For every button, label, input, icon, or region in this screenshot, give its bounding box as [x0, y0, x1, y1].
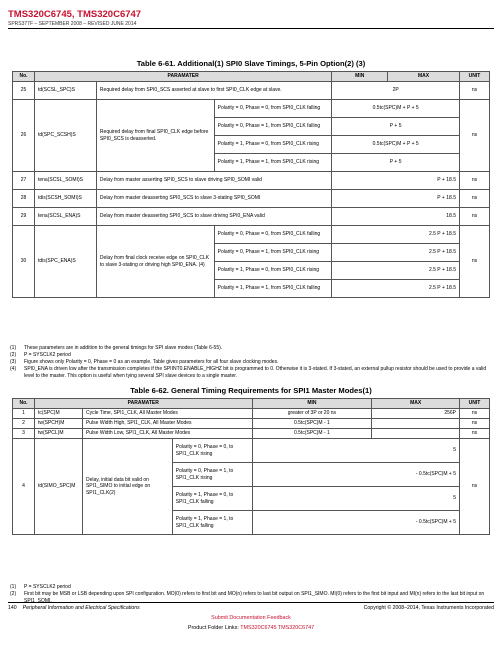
- row-condition: Polarity = 0, Phase = 0, to SPI1_CLK rising: [172, 439, 252, 463]
- row-value: 2P: [332, 82, 460, 100]
- row-condition: Polarity = 1, Phase = 0, from SPI0_CLK rising: [214, 136, 332, 154]
- row-no: 28: [13, 190, 35, 208]
- row-desc: Required delay from final SPI0_CLK edge before SPI0_SCS is deasserted.: [96, 100, 214, 172]
- row-symbol: td(SIMO_SPC)M: [34, 439, 82, 535]
- row-unit: ns: [460, 439, 490, 535]
- header-divider: [8, 28, 494, 29]
- row-condition: Polarity = 0, Phase = 1, from SPI0_CLK rising: [214, 244, 332, 262]
- row-desc: Pulse Width Low, SPI1_CLK, All Master Modes: [82, 429, 252, 439]
- footer-left: [8, 605, 140, 611]
- row-value: 0.5tc(SPC)M + P + 5: [332, 100, 460, 118]
- row-condition: Polarity = 0, Phase = 0, from SPI0_CLK falling: [214, 226, 332, 244]
- header-min: MIN: [332, 72, 388, 82]
- row-desc: Delay from master asserting SPI0_SCS to slave driving SPI0_SOMI valid: [96, 172, 331, 190]
- feedback-link[interactable]: Submit Documentation Feedback: [211, 615, 291, 621]
- row-condition: Polarity = 0, Phase = 1, from SPI0_CLK falling: [214, 118, 332, 136]
- product-folder-links[interactable]: TMS320C6745 TMS320C6747: [240, 625, 315, 631]
- row-min: 0.5tc(SPC)M - 1: [252, 429, 372, 439]
- page-number: 140: [8, 605, 17, 611]
- row-min: greater of 3P or 20 ns: [252, 409, 372, 419]
- row-value: 2.5 P + 18.5: [332, 244, 460, 262]
- row-value: P + 5: [332, 118, 460, 136]
- table-row: [13, 190, 490, 208]
- row-symbol: tw(SPCH)M: [34, 419, 82, 429]
- row-symbol: tena(SCSL_ENA)S: [34, 208, 96, 226]
- row-no: 27: [13, 172, 35, 190]
- footnote: (1) These parameters are in addition to the general timings for SPI slave modes (Table 6-55).: [10, 345, 223, 351]
- footer-divider: [8, 602, 494, 603]
- row-condition: Polarity = 1, Phase = 0, from SPI0_CLK rising: [214, 262, 332, 280]
- header-no: No.: [13, 399, 35, 409]
- row-value: 2.5 P + 18.5: [332, 262, 460, 280]
- table-row: [13, 439, 490, 463]
- row-value: 2.5 P + 18.5: [332, 226, 460, 244]
- table-row: [13, 429, 490, 439]
- table-6-61-notes: [10, 345, 488, 380]
- row-condition: Polarity = 1, Phase = 0, to SPI1_CLK falling: [172, 487, 252, 511]
- row-value: P + 18.5: [332, 172, 460, 190]
- table-row: [13, 208, 490, 226]
- footnote: (4) SPI0_ENA is driven low after the transmission completes if the SPIINT0.ENABLE_HIGHZ bit is programmed to 0. Otherwise it is 3-stated. If 3-stated, an external pullup resistor should be used to provide a valid level to the master. This option is useful when tying several SPI slave devices to a single master.: [10, 366, 487, 379]
- table-row: [13, 100, 490, 118]
- table-row: [13, 172, 490, 190]
- row-value: 0.5tc(SPC)M + P + 5: [332, 136, 460, 154]
- row-no: 29: [13, 208, 35, 226]
- header-unit: UNIT: [460, 399, 490, 409]
- table-row: [13, 419, 490, 429]
- row-condition: Polarity = 1, Phase = 1, from SPI0_CLK falling: [214, 280, 332, 298]
- table-6-62-title: Table 6-62. General Timing Requirements for SPI1 Master Modes(1): [130, 386, 372, 395]
- copyright: Copyright © 2008–2014, Texas Instruments Incorporated: [363, 605, 494, 611]
- table-header-row: [13, 72, 490, 82]
- row-no: 3: [13, 429, 35, 439]
- row-unit: ns: [459, 100, 489, 172]
- row-symbol: td(SPC_SCSH)S: [34, 100, 96, 172]
- row-unit: ns: [459, 190, 489, 208]
- row-desc: Pulse Width High, SPI1_CLK, All Master Modes: [82, 419, 252, 429]
- row-value: 18.5: [332, 208, 460, 226]
- row-desc: Required delay from SPI0_SCS asserted at slave to first SPI0_CLK edge at slave.: [96, 82, 331, 100]
- row-symbol: tw(SPCL)M: [34, 429, 82, 439]
- row-value: - 0.5tc(SPC)M + 5: [252, 463, 459, 487]
- row-value: 2.5 P + 18.5: [332, 280, 460, 298]
- table-6-61: [12, 71, 490, 298]
- row-desc: Cycle Time, SPI1_CLK, All Master Modes: [82, 409, 252, 419]
- row-desc: Delay from master deasserting SPI0_SCS to slave 3-stating SPI0_SOMI: [96, 190, 331, 208]
- row-condition: Polarity = 0, Phase = 1, to SPI1_CLK rising: [172, 463, 252, 487]
- row-value: P + 18.5: [332, 190, 460, 208]
- table-6-61-title: Table 6-61. Additional(1) SPI0 Slave Timings, 5-Pin Option(2) (3): [136, 59, 366, 68]
- header-no: No.: [13, 72, 35, 82]
- row-no: 26: [13, 100, 35, 172]
- header-param: PARAMATER: [34, 72, 331, 82]
- row-no: 2: [13, 419, 35, 429]
- table-row: [13, 226, 490, 244]
- row-unit: ns: [459, 226, 489, 298]
- row-unit: ns: [460, 429, 490, 439]
- row-min: 0.5tc(SPC)M - 1: [252, 419, 372, 429]
- row-symbol: td(SCSL_SPC)S: [34, 82, 96, 100]
- footnote: (1) P = SYSCLK2 period: [10, 584, 71, 590]
- row-no: 4: [13, 439, 35, 535]
- table-row: [13, 82, 490, 100]
- row-value: 5: [252, 487, 459, 511]
- row-symbol: tena(SCSL_SOMI)S: [34, 172, 96, 190]
- row-max: 256P: [372, 409, 460, 419]
- table-6-62: [12, 398, 490, 535]
- row-unit: ns: [459, 82, 489, 100]
- row-symbol: tdis(SPC_ENA)S: [34, 226, 96, 298]
- row-symbol: tdis(SCSH_SOMI)S: [34, 190, 96, 208]
- row-value: - 0.5tc(SPC)M + 5: [252, 511, 459, 535]
- row-no: 1: [13, 409, 35, 419]
- row-max: [372, 419, 460, 429]
- row-unit: ns: [459, 172, 489, 190]
- row-max: [372, 429, 460, 439]
- row-condition: Polarity = 0, Phase = 0, from SPI0_CLK falling: [214, 100, 332, 118]
- footnote: (2) P = SYSCLK2 period: [10, 352, 71, 358]
- row-desc: Delay from final clock receive edge on SPI0_CLK to slave 3-stating or driving high SPI0_ENA. (4): [96, 226, 214, 298]
- row-symbol: tc(SPC)M: [34, 409, 82, 419]
- row-desc: Delay, initial data bit valid on SPI1_SIMO to initial edge on SPI1_CLK(2): [82, 439, 172, 535]
- row-no: 30: [13, 226, 35, 298]
- document-revision: SPRS377F – SEPTEMBER 2008 – REVISED JUNE 2014: [8, 21, 137, 27]
- row-unit: ns: [460, 419, 490, 429]
- row-condition: Polarity = 1, Phase = 1, from SPI0_CLK rising: [214, 154, 332, 172]
- row-value: 5: [252, 439, 459, 463]
- header-max: MAX: [388, 72, 460, 82]
- header-param: PARAMATER: [34, 399, 252, 409]
- document-title: TMS320C6745, TMS320C6747: [8, 9, 142, 20]
- header-max: MAX: [372, 399, 460, 409]
- row-condition: Polarity = 1, Phase = 1, to SPI1_CLK falling: [172, 511, 252, 535]
- section-name: Peripheral Information and Electrical Specifications: [22, 605, 140, 611]
- row-unit: ns: [459, 208, 489, 226]
- table-header-row: [13, 399, 490, 409]
- row-unit: ns: [460, 409, 490, 419]
- footnote: (3) Figure shows only Polarity = 0, Phase = 0 as an example. Table gives parameters for all four slave clocking modes.: [10, 359, 279, 365]
- row-desc: Delay from master deasserting SPI0_SCS to slave driving SPI0_ENA valid: [96, 208, 331, 226]
- row-no: 25: [13, 82, 35, 100]
- header-min: MIN: [252, 399, 372, 409]
- row-value: P + 5: [332, 154, 460, 172]
- table-row: [13, 409, 490, 419]
- footnote: (2) First bit may be MSB or LSB depending upon SPI configuration. MO(0) refers to first bit and MO(n) refers to last bit output on SPI1_SIMO. MI(0) refers to the first bit input and MI(n) refers to the last bit input on SPI1_SOMI.: [10, 591, 485, 604]
- header-unit: UNIT: [459, 72, 489, 82]
- product-folder: Product Folder Links: TMS320C6745 TMS320C6747: [187, 625, 315, 631]
